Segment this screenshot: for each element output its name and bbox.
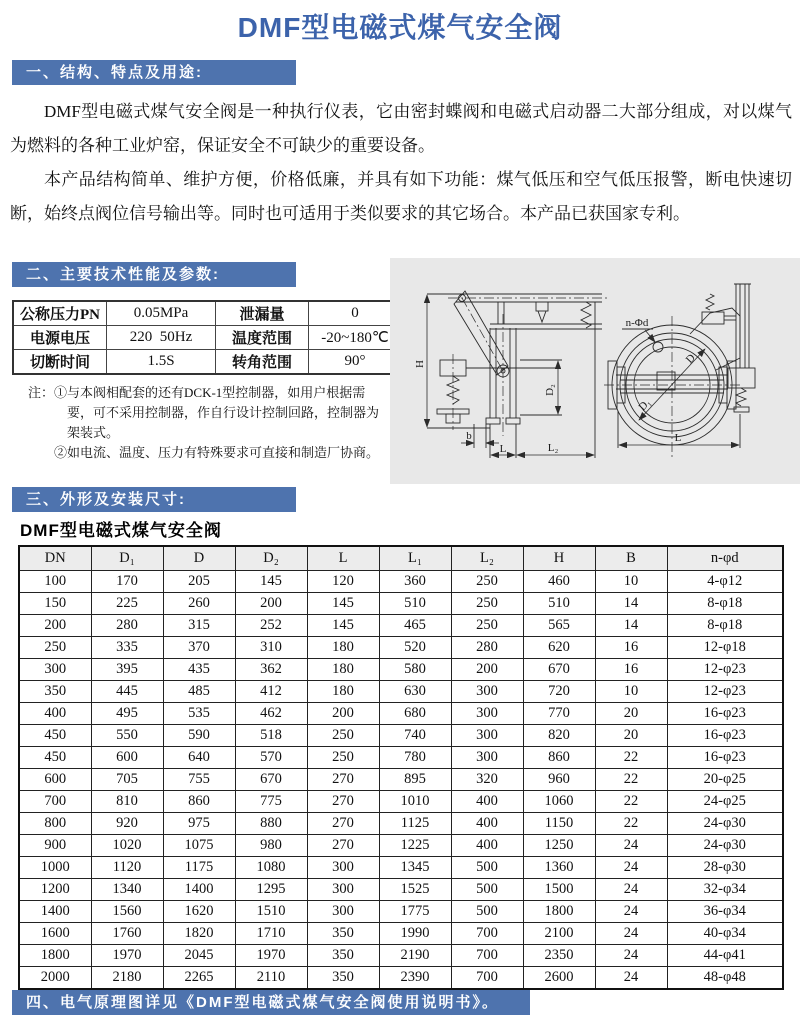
table-cell: 250 — [307, 747, 379, 769]
column-header: L₁ — [379, 546, 451, 571]
section3-heading-bar: 三、外形及安装尺寸: — [12, 487, 296, 512]
table-cell: 40-φ34 — [667, 923, 783, 945]
table-cell: 180 — [307, 637, 379, 659]
table-cell: 252 — [235, 615, 307, 637]
table-cell: 24 — [595, 901, 667, 923]
table-cell: 16 — [595, 659, 667, 681]
table-cell: 400 — [451, 791, 523, 813]
table-cell: 775 — [235, 791, 307, 813]
table-cell: 700 — [451, 923, 523, 945]
table-cell: 755 — [163, 769, 235, 791]
page-title: DMF型电磁式煤气安全阀 — [237, 12, 563, 43]
table-row — [19, 637, 783, 659]
table-cell: 260 — [163, 593, 235, 615]
table-cell: 200 — [307, 703, 379, 725]
table-cell: 300 — [19, 659, 91, 681]
table-cell: 10 — [595, 681, 667, 703]
table-cell: 570 — [235, 747, 307, 769]
section4-heading-bar: 四、电气原理图详见《DMF型电磁式煤气安全阀使用说明书》。 — [12, 990, 530, 1015]
table-cell: 8-φ18 — [667, 615, 783, 637]
table-cell: 120 — [307, 571, 379, 593]
parameters-table — [12, 300, 403, 375]
table-cell: 200 — [235, 593, 307, 615]
table-cell: 860 — [163, 791, 235, 813]
table-cell: 720 — [523, 681, 595, 703]
table-cell: 10 — [595, 571, 667, 593]
table-cell: 445 — [91, 681, 163, 703]
table-row — [19, 901, 783, 923]
column-header: n-φd — [667, 546, 783, 571]
table-cell: 1560 — [91, 901, 163, 923]
table-cell: 145 — [235, 571, 307, 593]
table-cell: 16-φ23 — [667, 747, 783, 769]
table-cell: 2600 — [523, 967, 595, 990]
technical-drawing-panel — [390, 258, 800, 484]
table-cell: 1295 — [235, 879, 307, 901]
table-cell: 500 — [451, 901, 523, 923]
table-cell: 1800 — [19, 945, 91, 967]
table-cell: 4-φ12 — [667, 571, 783, 593]
table-row — [19, 857, 783, 879]
table-cell: 300 — [307, 857, 379, 879]
note-item-1 — [28, 383, 380, 443]
note-prefix: 注： — [28, 385, 55, 400]
column-header: L — [307, 546, 379, 571]
table-cell: 170 — [91, 571, 163, 593]
table-cell: 16-φ23 — [667, 703, 783, 725]
table-cell: 32-φ34 — [667, 879, 783, 901]
table-cell: 100 — [19, 571, 91, 593]
table-cell: 335 — [91, 637, 163, 659]
dim-label-l-front: L — [674, 432, 682, 444]
table-cell: 0.05MPa — [107, 301, 216, 326]
intro-paragraph-1: DMF型电磁式煤气安全阀是一种执行仪表，它由密封蝶阀和电磁式启动器二大部分组成，对以煤气为燃料的各种工业炉窑，保证安全不可缺少的重要设备。 — [10, 102, 792, 155]
table-cell: 300 — [307, 901, 379, 923]
table-cell: 1775 — [379, 901, 451, 923]
table-row — [19, 769, 783, 791]
table-cell: 590 — [163, 725, 235, 747]
table-cell: 810 — [91, 791, 163, 813]
table-cell: 450 — [19, 747, 91, 769]
table-cell: 300 — [451, 681, 523, 703]
table-row — [19, 945, 783, 967]
table-row — [19, 725, 783, 747]
table-cell: 1150 — [523, 813, 595, 835]
dim-label-d: D — [683, 351, 698, 366]
table-cell: 960 — [523, 769, 595, 791]
table-cell: 0 — [309, 301, 403, 326]
table-cell: 90° — [309, 350, 403, 375]
table-cell: 1250 — [523, 835, 595, 857]
table-cell: 435 — [163, 659, 235, 681]
table-cell: 310 — [235, 637, 307, 659]
table-cell: 280 — [451, 637, 523, 659]
table-cell: 28-φ30 — [667, 857, 783, 879]
table-cell: 145 — [307, 615, 379, 637]
table-cell: 公称压力PN — [13, 301, 107, 326]
table-cell: 1500 — [523, 879, 595, 901]
table-cell: 670 — [235, 769, 307, 791]
table-row — [19, 879, 783, 901]
table-cell: 510 — [379, 593, 451, 615]
table-cell: 180 — [307, 659, 379, 681]
table-row — [19, 813, 783, 835]
table-cell: 1820 — [163, 923, 235, 945]
table-cell: 22 — [595, 813, 667, 835]
table-cell: 1075 — [163, 835, 235, 857]
column-header: D — [163, 546, 235, 571]
table-cell: 1600 — [19, 923, 91, 945]
table-cell: 270 — [307, 769, 379, 791]
table-cell: 2110 — [235, 967, 307, 990]
table-cell: 350 — [19, 681, 91, 703]
dimensions-table-subtitle: DMF型电磁式煤气安全阀 — [20, 521, 222, 540]
table-cell: 860 — [523, 747, 595, 769]
table-cell: 700 — [451, 967, 523, 990]
table-cell: 362 — [235, 659, 307, 681]
section2-heading-bar: 二、主要技术性能及参数: — [12, 262, 296, 287]
table-cell: 12-φ18 — [667, 637, 783, 659]
table-cell: 535 — [163, 703, 235, 725]
table-cell: 300 — [451, 725, 523, 747]
table-cell: 450 — [19, 725, 91, 747]
dim-label-l2: L₂ — [547, 442, 559, 454]
table-cell: 1800 — [523, 901, 595, 923]
table-cell: 485 — [163, 681, 235, 703]
table-cell: 1510 — [235, 901, 307, 923]
column-header: L₂ — [451, 546, 523, 571]
table-cell: 24 — [595, 945, 667, 967]
table-cell: 24-φ30 — [667, 835, 783, 857]
column-header: B — [595, 546, 667, 571]
table-cell: 电源电压 — [13, 326, 107, 350]
table-cell: 225 — [91, 593, 163, 615]
column-header: D₂ — [235, 546, 307, 571]
table-cell: 1120 — [91, 857, 163, 879]
table-cell: 1525 — [379, 879, 451, 901]
table-cell: 250 — [307, 725, 379, 747]
dimensions-table — [18, 545, 784, 990]
table-cell: 350 — [307, 923, 379, 945]
table-cell: 205 — [163, 571, 235, 593]
table-cell: 2265 — [163, 967, 235, 990]
table-cell: 900 — [19, 835, 91, 857]
table-row — [19, 615, 783, 637]
table-cell: 980 — [235, 835, 307, 857]
table-cell: 400 — [19, 703, 91, 725]
table-cell: 16 — [595, 637, 667, 659]
table-cell: 920 — [91, 813, 163, 835]
table-cell: 2100 — [523, 923, 595, 945]
table-cell: 1060 — [523, 791, 595, 813]
table-cell: 400 — [451, 813, 523, 835]
table-cell: 1710 — [235, 923, 307, 945]
table-row — [19, 571, 783, 593]
table-cell: 1400 — [19, 901, 91, 923]
table-cell: 370 — [163, 637, 235, 659]
table-cell: 250 — [19, 637, 91, 659]
table-row — [19, 747, 783, 769]
table-header-row — [19, 546, 783, 571]
table-cell: 1345 — [379, 857, 451, 879]
table-cell: 24-φ25 — [667, 791, 783, 813]
table-cell: 200 — [451, 659, 523, 681]
dim-label-d1: D₁ — [636, 396, 654, 414]
table-cell: 1990 — [379, 923, 451, 945]
table-cell: 2000 — [19, 967, 91, 990]
table-cell: 1400 — [163, 879, 235, 901]
table-cell: 16-φ23 — [667, 725, 783, 747]
table-cell: 1080 — [235, 857, 307, 879]
notes-block — [28, 383, 380, 463]
table-cell: 700 — [19, 791, 91, 813]
table-cell: 250 — [451, 571, 523, 593]
table-cell: 转角范围 — [216, 350, 309, 375]
table-cell: 600 — [91, 747, 163, 769]
table-cell: 2190 — [379, 945, 451, 967]
table-cell: 20 — [595, 703, 667, 725]
table-cell: 24 — [595, 879, 667, 901]
table-cell: 180 — [307, 681, 379, 703]
table-cell: 880 — [235, 813, 307, 835]
table-cell: 462 — [235, 703, 307, 725]
table-cell: 1970 — [235, 945, 307, 967]
table-cell: 780 — [379, 747, 451, 769]
table-cell: 24 — [595, 835, 667, 857]
table-row — [13, 326, 402, 350]
table-cell: 2180 — [91, 967, 163, 990]
valve-technical-drawing — [390, 258, 800, 484]
intro-text — [10, 95, 792, 231]
table-row — [19, 593, 783, 615]
table-cell: 975 — [163, 813, 235, 835]
table-cell: 315 — [163, 615, 235, 637]
table-cell: 620 — [523, 637, 595, 659]
table-row — [19, 703, 783, 725]
table-cell: 1200 — [19, 879, 91, 901]
table-cell: 24-φ30 — [667, 813, 783, 835]
table-cell: 1010 — [379, 791, 451, 813]
column-header: H — [523, 546, 595, 571]
table-cell: 270 — [307, 813, 379, 835]
table-cell: 350 — [307, 967, 379, 990]
table-cell: 600 — [19, 769, 91, 791]
table-cell: 580 — [379, 659, 451, 681]
intro-paragraph-2: 本产品结构简单、维护方便，价格低廉，并具有如下功能：煤气低压和空气低压报警，断电快速切断，始终点阀位信号输出等。同时也可适用于类似要求的其它场合。本产品已获国家专利。 — [10, 170, 792, 223]
table-row — [19, 681, 783, 703]
table-cell: 412 — [235, 681, 307, 703]
table-cell: 495 — [91, 703, 163, 725]
table-row — [19, 659, 783, 681]
table-cell: 500 — [451, 857, 523, 879]
table-cell: 270 — [307, 791, 379, 813]
table-cell: 12-φ23 — [667, 681, 783, 703]
table-cell: 1360 — [523, 857, 595, 879]
table-cell: 20 — [595, 725, 667, 747]
table-cell: 200 — [19, 615, 91, 637]
table-cell: 300 — [451, 703, 523, 725]
table-cell: 565 — [523, 615, 595, 637]
table-cell: 280 — [91, 615, 163, 637]
table-cell: 460 — [523, 571, 595, 593]
table-row — [19, 967, 783, 990]
table-row — [19, 791, 783, 813]
table-cell: 14 — [595, 615, 667, 637]
table-cell: 820 — [523, 725, 595, 747]
table-cell: 1970 — [91, 945, 163, 967]
note-item-2: ②如电流、温度、压力有特殊要求可直接和制造厂协商。 — [54, 445, 380, 460]
table-cell: 510 — [523, 593, 595, 615]
table-cell: 2045 — [163, 945, 235, 967]
table-cell: 24 — [595, 857, 667, 879]
table-cell: 770 — [523, 703, 595, 725]
table-cell: 1125 — [379, 813, 451, 835]
table-cell: 250 — [451, 615, 523, 637]
table-cell: 1.5S — [107, 350, 216, 375]
table-cell: 1760 — [91, 923, 163, 945]
table-cell: 350 — [307, 945, 379, 967]
table-cell: 270 — [307, 835, 379, 857]
table-cell: 700 — [451, 945, 523, 967]
table-cell: 520 — [379, 637, 451, 659]
table-cell: 22 — [595, 769, 667, 791]
table-cell: 14 — [595, 593, 667, 615]
table-cell: 24 — [595, 923, 667, 945]
table-cell: 1175 — [163, 857, 235, 879]
table-cell: 320 — [451, 769, 523, 791]
table-cell: 400 — [451, 835, 523, 857]
dim-label-d2: D₂ — [544, 384, 556, 396]
table-cell: 680 — [379, 703, 451, 725]
table-cell: 8-φ18 — [667, 593, 783, 615]
table-cell: -20~180℃ — [309, 326, 403, 350]
table-cell: 2390 — [379, 967, 451, 990]
table-cell: 895 — [379, 769, 451, 791]
table-cell: 22 — [595, 747, 667, 769]
table-cell: 640 — [163, 747, 235, 769]
table-row — [13, 350, 402, 375]
table-cell: 465 — [379, 615, 451, 637]
table-cell: 1340 — [91, 879, 163, 901]
table-cell: 48-φ48 — [667, 967, 783, 990]
note-text-1: ①与本阀相配套的还有DCK-1型控制器，如用户根据需要，可不采用控制器，作自行设计控制回路，控制器为架装式。 — [54, 385, 380, 440]
table-row — [19, 923, 783, 945]
table-cell: 800 — [19, 813, 91, 835]
column-header: D₁ — [91, 546, 163, 571]
table-cell: 20-φ25 — [667, 769, 783, 791]
table-cell: 2350 — [523, 945, 595, 967]
table-cell: 22 — [595, 791, 667, 813]
table-cell: 12-φ23 — [667, 659, 783, 681]
table-cell: 670 — [523, 659, 595, 681]
table-row — [19, 835, 783, 857]
table-cell: 1000 — [19, 857, 91, 879]
column-header: DN — [19, 546, 91, 571]
table-cell: 500 — [451, 879, 523, 901]
table-cell: 150 — [19, 593, 91, 615]
table-cell: 24 — [595, 967, 667, 990]
section1-heading-bar: 一、结构、特点及用途: — [12, 60, 296, 85]
side-view — [427, 291, 610, 458]
table-cell: 250 — [451, 593, 523, 615]
dim-label-l-side: L — [499, 443, 507, 455]
table-cell: 395 — [91, 659, 163, 681]
table-row — [13, 301, 402, 326]
table-cell: 温度范围 — [216, 326, 309, 350]
table-cell: 550 — [91, 725, 163, 747]
table-cell: 1020 — [91, 835, 163, 857]
table-cell: 44-φ41 — [667, 945, 783, 967]
table-cell: 1620 — [163, 901, 235, 923]
dim-label-n-phi-d: n-Φd — [625, 317, 649, 329]
table-cell: 36-φ34 — [667, 901, 783, 923]
table-cell: 705 — [91, 769, 163, 791]
table-cell: 泄漏量 — [216, 301, 309, 326]
table-cell: 360 — [379, 571, 451, 593]
table-cell: 300 — [451, 747, 523, 769]
table-cell: 630 — [379, 681, 451, 703]
table-cell: 145 — [307, 593, 379, 615]
table-cell: 740 — [379, 725, 451, 747]
dim-label-h: H — [414, 360, 426, 368]
table-cell: 300 — [307, 879, 379, 901]
table-cell: 220 50Hz — [107, 326, 216, 350]
table-cell: 切断时间 — [13, 350, 107, 375]
table-cell: 518 — [235, 725, 307, 747]
dim-label-b: b — [466, 430, 472, 442]
table-cell: 1225 — [379, 835, 451, 857]
